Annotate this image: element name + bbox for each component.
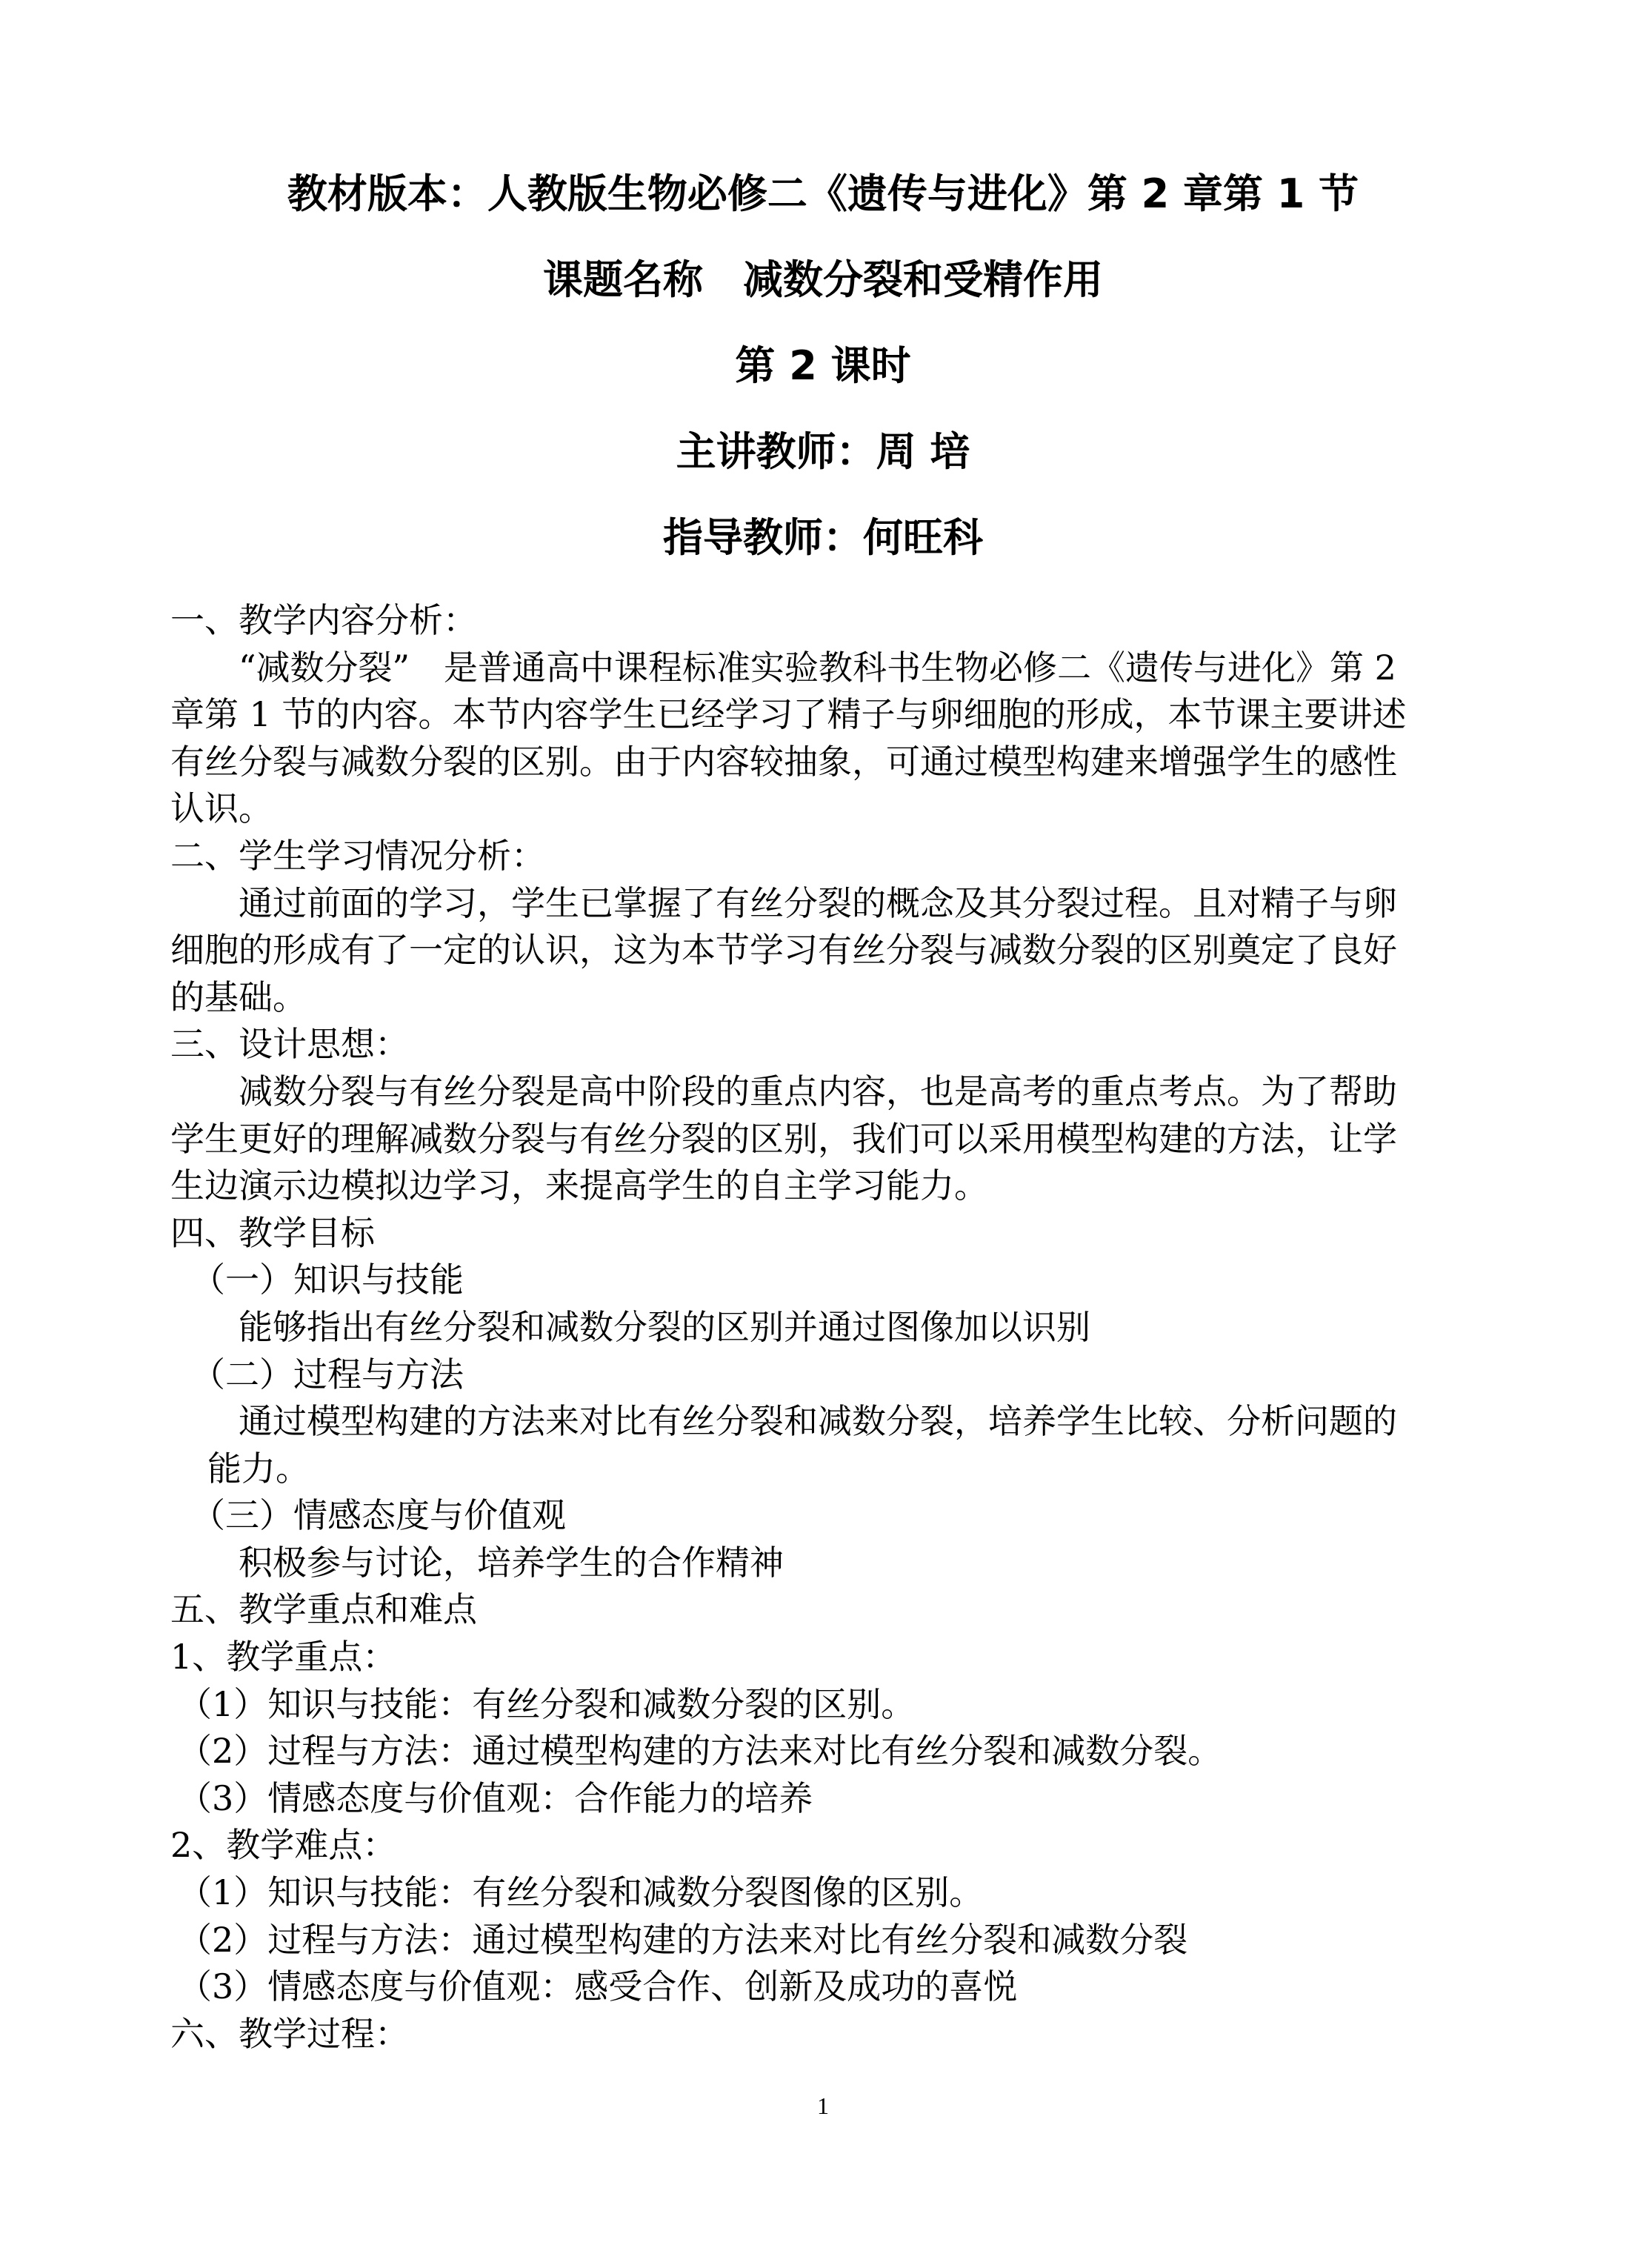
list-item: （2）过程与方法：通过模型构建的方法来对比有丝分裂和减数分裂。 [178,1731,1222,1772]
paragraph-line: 认识。 [170,788,273,829]
paragraph-line: 通过前面的学习，学生已掌握了有丝分裂的概念及其分裂过程。且对精子与卵 [239,882,1397,923]
paragraph-line: 有丝分裂与减数分裂的区别。由于内容较抽象，可通过模型构建来增强学生的感性 [170,741,1397,782]
paragraph-line: 细胞的形成有了一定的认识，这为本节学习有丝分裂与减数分裂的区别奠定了良好 [170,930,1397,971]
section-heading: 三、设计思想： [170,1024,409,1065]
section-heading: 六、教学过程： [170,2013,409,2054]
paragraph-line: 学生更好的理解减数分裂与有丝分裂的区别，我们可以采用模型构建的方法，让学 [170,1118,1397,1159]
subsection-heading: 2、教学难点： [170,1825,397,1866]
paragraph-line: 章第 1 节的内容。本节内容学生已经学习了精子与卵细胞的形成，本节课主要讲述 [170,694,1407,735]
document-body [170,597,1489,2058]
list-item: （3）情感态度与价值观：感受合作、创新及成功的喜悦 [178,1966,1018,2007]
subsection-heading: （三）情感态度与价值观 [191,1495,566,1536]
paragraph-line: “减数分裂” 是普通高中课程标准实验教科书生物必修二《遗传与进化》第 2 [239,647,1396,688]
paragraph-line: 能够指出有丝分裂和减数分裂的区别并通过图像加以识别 [239,1306,1090,1347]
paragraph-line: 的基础。 [170,977,307,1017]
paragraph-line: 积极参与讨论，培养学生的合作精神 [239,1542,784,1583]
list-item: （1）知识与技能：有丝分裂和减数分裂的区别。 [178,1683,916,1724]
lesson-period: 第 2 课时 [735,342,911,389]
paragraph-line: 能力。 [207,1448,310,1489]
list-item: （2）过程与方法：通过模型构建的方法来对比有丝分裂和减数分裂 [178,1919,1188,1960]
section-heading: 一、教学内容分析： [170,600,477,640]
list-item: （3）情感态度与价值观：合作能力的培养 [178,1778,813,1818]
lecturer: 主讲教师：周 培 [676,428,970,475]
section-heading: 五、教学重点和难点 [170,1589,477,1630]
subsection-heading: 1、教学重点： [170,1637,397,1677]
page-number: 1 [817,2092,829,2119]
supervisor: 指导教师：何旺科 [663,514,983,561]
lesson-title: 课题名称 减数分裂和受精作用 [543,256,1103,303]
paragraph-line: 减数分裂与有丝分裂是高中阶段的重点内容，也是高考的重点考点。为了帮助 [239,1071,1397,1111]
list-item: （1）知识与技能：有丝分裂和减数分裂图像的区别。 [178,1872,984,1913]
paragraph-line: 生边演示边模拟边学习，来提高学生的自主学习能力。 [170,1165,988,1206]
section-heading: 四、教学目标 [170,1212,375,1253]
subsection-heading: （一）知识与技能 [191,1260,464,1300]
subsection-heading: （二）过程与方法 [191,1354,464,1394]
section-heading: 二、学生学习情况分析： [170,835,545,876]
paragraph-line: 通过模型构建的方法来对比有丝分裂和减数分裂，培养学生比较、分析问题的 [239,1401,1397,1442]
textbook-version-title: 教材版本：人教版生物必修二《遗传与进化》第 2 章第 1 节 [287,170,1359,217]
